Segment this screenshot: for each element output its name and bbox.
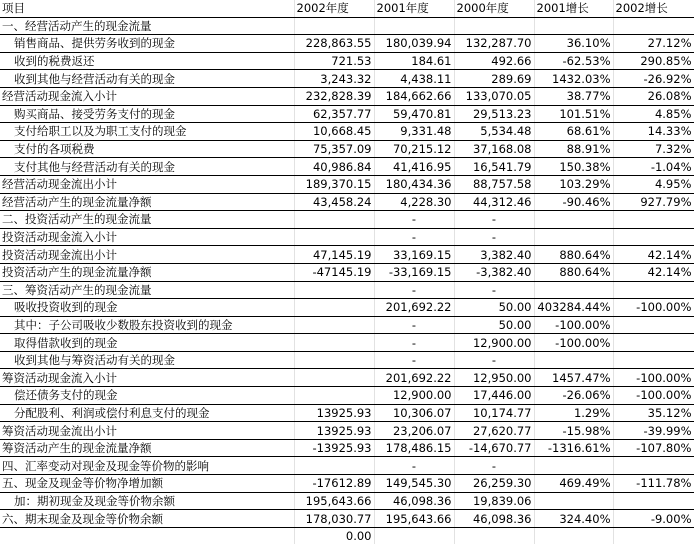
growth-2001-cell[interactable]: 403284.44%	[534, 299, 613, 317]
row-label-cell[interactable]: 一、经营活动产生的现金流量	[0, 17, 294, 35]
value-2002-cell[interactable]: 178,030.77	[294, 510, 374, 528]
table-row	[0, 334, 694, 352]
value-2002-cell[interactable]: 62,357.77	[294, 105, 374, 123]
value-2001-cell[interactable]	[374, 17, 454, 35]
header-cell-growth-2001[interactable]: 2001增长	[534, 0, 613, 17]
row-label-cell[interactable]: 五、现金及现金等价物净增加额	[0, 475, 294, 493]
table-row	[0, 17, 694, 35]
value-2002-cell[interactable]	[294, 387, 374, 405]
value-2001-cell[interactable]: 4,438.11	[374, 70, 454, 88]
growth-2001-cell[interactable]	[534, 17, 613, 35]
growth-2001-cell[interactable]: -90.46%	[534, 193, 613, 211]
growth-2002-cell[interactable]: 26.08%	[613, 87, 694, 105]
value-2001-cell[interactable]: 180,434.36	[374, 175, 454, 193]
row-label-cell[interactable]: 投资活动产生的现金流量净额	[0, 263, 294, 281]
growth-2001-cell[interactable]	[534, 457, 613, 475]
value-2001-cell[interactable]: -	[374, 334, 454, 352]
value-2000-cell[interactable]: -	[454, 228, 534, 246]
value-2001-cell[interactable]: -	[374, 211, 454, 229]
value-2001-cell[interactable]: 149,545.30	[374, 475, 454, 493]
value-2000-cell[interactable]: 492.66	[454, 52, 534, 70]
value-2001-cell[interactable]: 9,331.48	[374, 123, 454, 141]
value-2002-cell[interactable]	[294, 299, 374, 317]
growth-2002-cell[interactable]: -1.04%	[613, 158, 694, 176]
growth-2002-cell[interactable]: -9.00%	[613, 510, 694, 528]
table-row	[0, 387, 694, 405]
value-2002-cell[interactable]: -17612.89	[294, 475, 374, 493]
table-row	[0, 527, 694, 544]
value-2002-cell[interactable]: 13925.93	[294, 422, 374, 440]
value-2000-cell[interactable]: -	[454, 281, 534, 299]
growth-2001-cell[interactable]: -100.00%	[534, 316, 613, 334]
table-row	[0, 140, 694, 158]
row-label-cell[interactable]: 收到其他与筹资活动有关的现金	[0, 351, 294, 369]
row-label-cell[interactable]: 其中：子公司吸收少数股东投资收到的现金	[0, 316, 294, 334]
value-2000-cell[interactable]: 12,900.00	[454, 334, 534, 352]
row-label-cell[interactable]: 筹资活动现金流入小计	[0, 369, 294, 387]
header-row	[0, 0, 694, 17]
table-row	[0, 193, 694, 211]
growth-2001-cell[interactable]: 324.40%	[534, 510, 613, 528]
value-2000-cell[interactable]: -14,670.77	[454, 439, 534, 457]
growth-2002-cell[interactable]	[613, 492, 694, 510]
table-row	[0, 492, 694, 510]
table-row	[0, 351, 694, 369]
value-2000-cell[interactable]: -	[454, 351, 534, 369]
row-label-cell[interactable]: 支付其他与经营活动有关的现金	[0, 158, 294, 176]
value-2000-cell[interactable]: 133,070.05	[454, 87, 534, 105]
value-2001-cell[interactable]: 23,206.07	[374, 422, 454, 440]
value-2000-cell[interactable]: 12,950.00	[454, 369, 534, 387]
header-cell-2002[interactable]: 2002年度	[294, 0, 374, 17]
value-2002-cell[interactable]: 3,243.32	[294, 70, 374, 88]
value-2001-cell[interactable]: 10,306.07	[374, 404, 454, 422]
growth-2001-cell[interactable]: 103.29%	[534, 175, 613, 193]
growth-2001-cell[interactable]: 1457.47%	[534, 369, 613, 387]
value-2002-cell[interactable]: 13925.93	[294, 404, 374, 422]
value-2002-cell[interactable]: 43,458.24	[294, 193, 374, 211]
growth-2002-cell[interactable]	[613, 211, 694, 229]
growth-2002-cell[interactable]: -26.92%	[613, 70, 694, 88]
row-label-cell[interactable]: 经营活动产生的现金流量净额	[0, 193, 294, 211]
growth-2001-cell[interactable]: 68.61%	[534, 123, 613, 141]
header-cell-growth-2002[interactable]: 2002增长	[613, 0, 694, 17]
row-label-cell[interactable]: 取得借款收到的现金	[0, 334, 294, 352]
growth-2002-cell[interactable]: -107.80%	[613, 439, 694, 457]
value-2002-cell[interactable]: 40,986.84	[294, 158, 374, 176]
growth-2002-cell[interactable]: 4.85%	[613, 105, 694, 123]
row-label-cell[interactable]: 吸收投资收到的现金	[0, 299, 294, 317]
value-2002-cell[interactable]	[294, 334, 374, 352]
empty-cell[interactable]	[613, 527, 694, 544]
value-2001-cell[interactable]: 46,098.36	[374, 492, 454, 510]
growth-2002-cell[interactable]: 290.85%	[613, 52, 694, 70]
table-row	[0, 123, 694, 141]
value-2002-cell[interactable]: 232,828.39	[294, 87, 374, 105]
value-2002-cell[interactable]	[294, 228, 374, 246]
growth-2001-cell[interactable]: 880.64%	[534, 246, 613, 264]
value-2000-cell[interactable]: 19,839.06	[454, 492, 534, 510]
value-2002-cell[interactable]: 228,863.55	[294, 35, 374, 53]
value-2001-cell[interactable]: 178,486.15	[374, 439, 454, 457]
growth-2002-cell[interactable]: 35.12%	[613, 404, 694, 422]
growth-2002-cell[interactable]	[613, 457, 694, 475]
header-cell-2000[interactable]: 2000年度	[454, 0, 534, 17]
row-label-cell[interactable]: 筹资活动现金流出小计	[0, 422, 294, 440]
value-2001-cell[interactable]: 33,169.15	[374, 246, 454, 264]
table-row	[0, 263, 694, 281]
empty-cell[interactable]	[374, 527, 454, 544]
value-2000-cell[interactable]: 132,287.70	[454, 35, 534, 53]
table-row	[0, 369, 694, 387]
value-2002-cell[interactable]	[294, 281, 374, 299]
value-2001-cell[interactable]: -	[374, 457, 454, 475]
value-2001-cell[interactable]: 12,900.00	[374, 387, 454, 405]
growth-2002-cell[interactable]: 27.12%	[613, 35, 694, 53]
empty-cell[interactable]	[454, 527, 534, 544]
table-row	[0, 211, 694, 229]
value-2000-cell[interactable]: -	[454, 211, 534, 229]
growth-2002-cell[interactable]: 927.79%	[613, 193, 694, 211]
value-2001-cell[interactable]: 184,662.66	[374, 87, 454, 105]
empty-cell[interactable]	[534, 527, 613, 544]
value-2001-cell[interactable]: -	[374, 316, 454, 334]
growth-2001-cell[interactable]: 880.64%	[534, 263, 613, 281]
value-2002-cell[interactable]	[294, 351, 374, 369]
row-label-cell[interactable]: 收到其他与经营活动有关的现金	[0, 70, 294, 88]
table-row	[0, 35, 694, 53]
value-2000-cell[interactable]: 88,757.58	[454, 175, 534, 193]
value-2000-cell[interactable]: 16,541.79	[454, 158, 534, 176]
row-label-cell[interactable]: 六、期末现金及现金等价物余额	[0, 510, 294, 528]
value-2002-cell[interactable]: 47,145.19	[294, 246, 374, 264]
row-label-cell[interactable]: 四、汇率变动对现金及现金等价物的影响	[0, 457, 294, 475]
growth-2001-cell[interactable]	[534, 351, 613, 369]
empty-cell[interactable]	[0, 527, 294, 544]
table-row	[0, 87, 694, 105]
table-row	[0, 52, 694, 70]
growth-2002-cell[interactable]: -100.00%	[613, 369, 694, 387]
table-row	[0, 316, 694, 334]
growth-2002-cell[interactable]: -100.00%	[613, 387, 694, 405]
value-2000-cell[interactable]: 44,312.46	[454, 193, 534, 211]
value-2001-cell[interactable]: 59,470.81	[374, 105, 454, 123]
value-2001-cell[interactable]: 184.61	[374, 52, 454, 70]
table-row	[0, 422, 694, 440]
value-2002-cell[interactable]: 721.53	[294, 52, 374, 70]
table-row	[0, 299, 694, 317]
value-2002-cell[interactable]: 189,370.15	[294, 175, 374, 193]
row-label-cell[interactable]: 购买商品、接受劳务支付的现金	[0, 105, 294, 123]
growth-2002-cell[interactable]	[613, 281, 694, 299]
table-row	[0, 510, 694, 528]
table-row	[0, 246, 694, 264]
table-row	[0, 175, 694, 193]
growth-2001-cell[interactable]: -62.53%	[534, 52, 613, 70]
growth-2002-cell[interactable]	[613, 334, 694, 352]
growth-2002-cell[interactable]: -111.78%	[613, 475, 694, 493]
value-2002-cell[interactable]	[294, 316, 374, 334]
value-2002-cell[interactable]: -47145.19	[294, 263, 374, 281]
table-row	[0, 439, 694, 457]
row-label-cell[interactable]: 二、投资活动产生的现金流量	[0, 211, 294, 229]
value-2001-cell[interactable]: -	[374, 228, 454, 246]
row-label-cell[interactable]: 经营活动现金流入小计	[0, 87, 294, 105]
value-2002-cell[interactable]	[294, 457, 374, 475]
value-2002-cell[interactable]: 195,643.66	[294, 492, 374, 510]
value-2000-cell[interactable]: 10,174.77	[454, 404, 534, 422]
value-2001-cell[interactable]: -33,169.15	[374, 263, 454, 281]
growth-2001-cell[interactable]: -1316.61%	[534, 439, 613, 457]
row-label-cell[interactable]: 偿还债务支付的现金	[0, 387, 294, 405]
value-2000-cell[interactable]: 17,446.00	[454, 387, 534, 405]
growth-2002-cell[interactable]: 42.14%	[613, 263, 694, 281]
value-2002-cell[interactable]	[294, 17, 374, 35]
row-label-cell[interactable]: 加：期初现金及现金等价物余额	[0, 492, 294, 510]
growth-2001-cell[interactable]: 1432.03%	[534, 70, 613, 88]
value-2000-cell[interactable]: 50.00	[454, 316, 534, 334]
growth-2001-cell[interactable]	[534, 281, 613, 299]
growth-2001-cell[interactable]: 36.10%	[534, 35, 613, 53]
row-label-cell[interactable]: 支付给职工以及为职工支付的现金	[0, 123, 294, 141]
value-2002-cell[interactable]: -13925.93	[294, 439, 374, 457]
value-2001-cell[interactable]: -	[374, 351, 454, 369]
value-2000-cell[interactable]: 27,620.77	[454, 422, 534, 440]
growth-2001-cell[interactable]: -100.00%	[534, 334, 613, 352]
growth-2001-cell[interactable]	[534, 492, 613, 510]
row-label-cell[interactable]: 经营活动现金流出小计	[0, 175, 294, 193]
value-2000-cell[interactable]: 37,168.08	[454, 140, 534, 158]
value-2001-cell[interactable]: -	[374, 281, 454, 299]
growth-2001-cell[interactable]: 88.91%	[534, 140, 613, 158]
row-label-cell[interactable]: 销售商品、提供劳务收到的现金	[0, 35, 294, 53]
growth-2001-cell[interactable]: -26.06%	[534, 387, 613, 405]
growth-2002-cell[interactable]: 7.32%	[613, 140, 694, 158]
row-label-cell[interactable]: 收到的税费返还	[0, 52, 294, 70]
table-row	[0, 457, 694, 475]
growth-2001-cell[interactable]	[534, 228, 613, 246]
value-2000-cell[interactable]: 46,098.36	[454, 510, 534, 528]
value-2002-cell[interactable]: 75,357.09	[294, 140, 374, 158]
growth-2002-cell[interactable]: -100.00%	[613, 299, 694, 317]
value-2000-cell[interactable]: 29,513.23	[454, 105, 534, 123]
growth-2002-cell[interactable]	[613, 316, 694, 334]
value-2001-cell[interactable]: 180,039.94	[374, 35, 454, 53]
row-label-cell[interactable]: 分配股利、利润或偿付利息支付的现金	[0, 404, 294, 422]
row-label-cell[interactable]: 支付的各项税费	[0, 140, 294, 158]
value-2000-cell[interactable]	[454, 17, 534, 35]
value-2000-cell[interactable]: 3,382.40	[454, 246, 534, 264]
value-2001-cell[interactable]: 201,692.22	[374, 299, 454, 317]
row-label-cell[interactable]: 筹资活动产生的现金流量净额	[0, 439, 294, 457]
value-2002-cell[interactable]: 10,668.45	[294, 123, 374, 141]
table-row	[0, 105, 694, 123]
growth-2002-cell[interactable]	[613, 17, 694, 35]
value-2001-cell[interactable]: 41,416.95	[374, 158, 454, 176]
header-cell-item[interactable]: 项目	[0, 0, 294, 17]
value-2001-cell[interactable]: 195,643.66	[374, 510, 454, 528]
growth-2002-cell[interactable]: 14.33%	[613, 123, 694, 141]
table-row	[0, 70, 694, 88]
row-label-cell[interactable]: 投资活动现金流出小计	[0, 246, 294, 264]
growth-2001-cell[interactable]: 38.77%	[534, 87, 613, 105]
table-row	[0, 404, 694, 422]
table-row	[0, 475, 694, 493]
growth-2001-cell[interactable]: 150.38%	[534, 158, 613, 176]
growth-2002-cell[interactable]: 4.95%	[613, 175, 694, 193]
value-2001-cell[interactable]: 201,692.22	[374, 369, 454, 387]
table-row	[0, 281, 694, 299]
growth-2001-cell[interactable]	[534, 211, 613, 229]
value-2000-cell[interactable]: 26,259.30	[454, 475, 534, 493]
value-2001-cell[interactable]: 4,228.30	[374, 193, 454, 211]
footer-value-cell[interactable]: 0.00	[294, 527, 374, 544]
row-label-cell[interactable]: 三、筹资活动产生的现金流量	[0, 281, 294, 299]
value-2001-cell[interactable]: 70,215.12	[374, 140, 454, 158]
row-label-cell[interactable]: 投资活动现金流入小计	[0, 228, 294, 246]
header-cell-2001[interactable]: 2001年度	[374, 0, 454, 17]
table-row	[0, 228, 694, 246]
growth-2002-cell[interactable]: -39.99%	[613, 422, 694, 440]
growth-2002-cell[interactable]	[613, 228, 694, 246]
value-2000-cell[interactable]: -	[454, 457, 534, 475]
value-2000-cell[interactable]: 289.69	[454, 70, 534, 88]
value-2000-cell[interactable]: -3,382.40	[454, 263, 534, 281]
table-row	[0, 158, 694, 176]
growth-2002-cell[interactable]	[613, 351, 694, 369]
value-2002-cell[interactable]	[294, 211, 374, 229]
value-2000-cell[interactable]: 50.00	[454, 299, 534, 317]
growth-2001-cell[interactable]: -15.98%	[534, 422, 613, 440]
growth-2001-cell[interactable]: 469.49%	[534, 475, 613, 493]
growth-2001-cell[interactable]: 101.51%	[534, 105, 613, 123]
value-2000-cell[interactable]: 5,534.48	[454, 123, 534, 141]
value-2002-cell[interactable]	[294, 369, 374, 387]
growth-2002-cell[interactable]: 42.14%	[613, 246, 694, 264]
growth-2001-cell[interactable]: 1.29%	[534, 404, 613, 422]
